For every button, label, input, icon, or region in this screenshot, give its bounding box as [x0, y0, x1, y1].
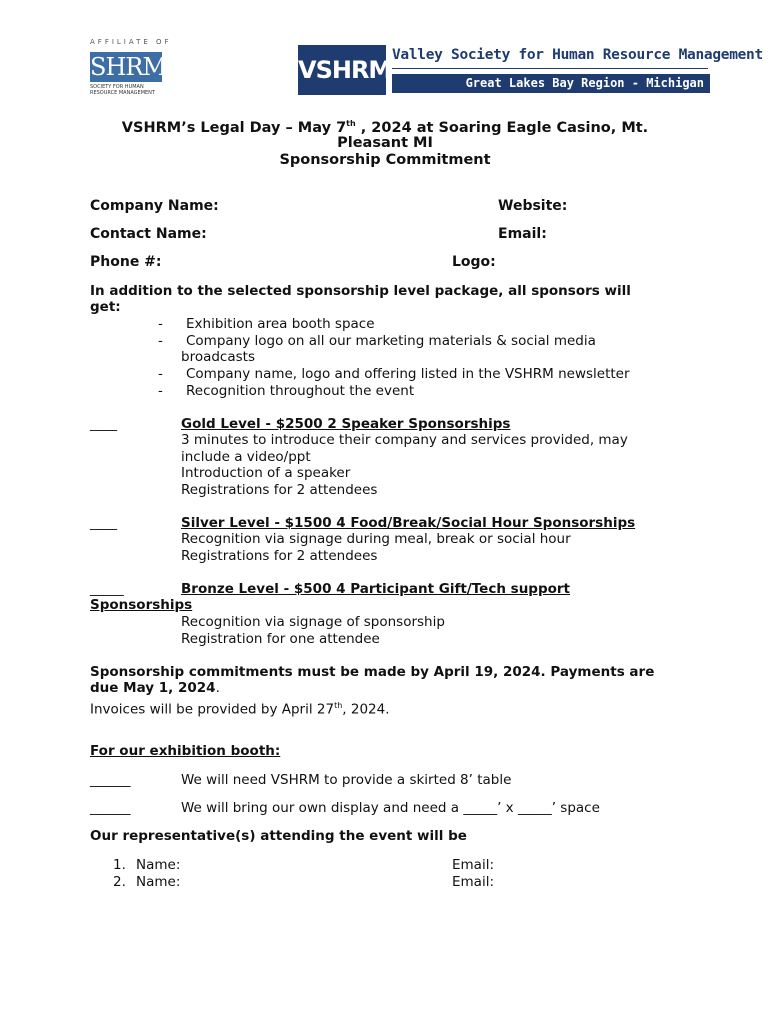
- bronze-checkbox-blank[interactable]: _____: [90, 581, 124, 597]
- gold-checkbox-blank[interactable]: ____: [90, 416, 117, 432]
- silver-detail: Recognition via signage during meal, break or social hour: [181, 531, 571, 547]
- rep-name-field[interactable]: Name:: [136, 874, 181, 890]
- company-name-label: Company Name:: [90, 198, 219, 214]
- bullet-item: Company name, logo and offering listed in the VSHRM newsletter: [186, 366, 630, 382]
- vshrm-title: Valley Society for Human Resource Management: [392, 47, 763, 63]
- email-label: Email:: [498, 226, 547, 242]
- vshrm-logo: VSHRM: [298, 45, 386, 95]
- shrm-affiliate-text: AFFILIATE OF: [90, 38, 172, 46]
- rep-number: 2.: [113, 874, 126, 890]
- bullet-item: Exhibition area booth space: [186, 316, 375, 332]
- shrm-logo: SHRM: [90, 53, 167, 81]
- gold-detail: include a video/ppt: [181, 449, 311, 465]
- gold-detail: Registrations for 2 attendees: [181, 482, 378, 498]
- intro-text: In addition to the selected sponsorship level package, all sponsors will: [90, 283, 631, 299]
- bronze-level-title: Bronze Level - $500 4 Participant Gift/Tech support: [181, 581, 571, 597]
- booth-option2: We will bring our own display and need a _____’ x _____’ space: [181, 800, 600, 816]
- invoice-text: Invoices will be provided by April 27th, 2024.: [90, 701, 390, 718]
- bullet-item: Company logo on all our marketing materials & social media: [186, 333, 596, 349]
- gold-detail: Introduction of a speaker: [181, 465, 351, 481]
- deadline-text: Sponsorship commitments must be made by April 19, 2024. Payments are: [90, 664, 655, 680]
- website-label: Website:: [498, 198, 568, 214]
- shrm-logo-subtext: SOCIETY FOR HUMAN RESOURCE MANAGEMENT: [90, 84, 155, 96]
- gold-level-title: Gold Level - $2500 2 Speaker Sponsorships: [181, 416, 511, 432]
- page-title-line2: Pleasant MI: [337, 135, 433, 151]
- bullet-dash: -: [158, 316, 163, 332]
- vshrm-divider: [392, 68, 708, 69]
- bronze-detail: Registration for one attendee: [181, 631, 380, 647]
- rep-email-field[interactable]: Email:: [452, 857, 495, 873]
- bronze-detail: Recognition via signage of sponsorship: [181, 614, 445, 630]
- booth-option1: We will need VSHRM to provide a skirted 8’ table: [181, 772, 512, 788]
- bullet-item-cont: broadcasts: [181, 349, 255, 365]
- intro-text-cont: get:: [90, 299, 121, 315]
- gold-detail: 3 minutes to introduce their company and services provided, may: [181, 432, 628, 448]
- silver-checkbox-blank[interactable]: ____: [90, 515, 117, 531]
- contact-name-label: Contact Name:: [90, 226, 207, 242]
- logo-label: Logo:: [452, 254, 496, 270]
- rep-number: 1.: [113, 857, 126, 873]
- bullet-dash: -: [158, 383, 163, 399]
- bronze-level-title-cont: Sponsorships: [90, 597, 193, 613]
- vshrm-region: Great Lakes Bay Region - Michigan: [392, 74, 710, 93]
- bullet-dash: -: [158, 366, 163, 382]
- reps-heading: Our representative(s) attending the event will be: [90, 828, 467, 844]
- booth-option2-blank[interactable]: ______: [90, 800, 131, 816]
- page-title-line1: VSHRM’s Legal Day – May 7th , 2024 at Soaring Eagle Casino, Mt.: [121, 119, 649, 136]
- bullet-item: Recognition throughout the event: [186, 383, 415, 399]
- page-subtitle: Sponsorship Commitment: [279, 152, 491, 168]
- booth-heading: For our exhibition booth:: [90, 743, 281, 759]
- silver-detail: Registrations for 2 attendees: [181, 548, 378, 564]
- booth-option1-blank[interactable]: ______: [90, 772, 131, 788]
- rep-email-field[interactable]: Email:: [452, 874, 495, 890]
- silver-level-title: Silver Level - $1500 4 Food/Break/Social Hour Sponsorships: [181, 515, 636, 531]
- bullet-dash: -: [158, 333, 163, 349]
- deadline-text-cont: due May 1, 2024.: [90, 680, 220, 696]
- phone-label: Phone #:: [90, 254, 162, 270]
- rep-name-field[interactable]: Name:: [136, 857, 181, 873]
